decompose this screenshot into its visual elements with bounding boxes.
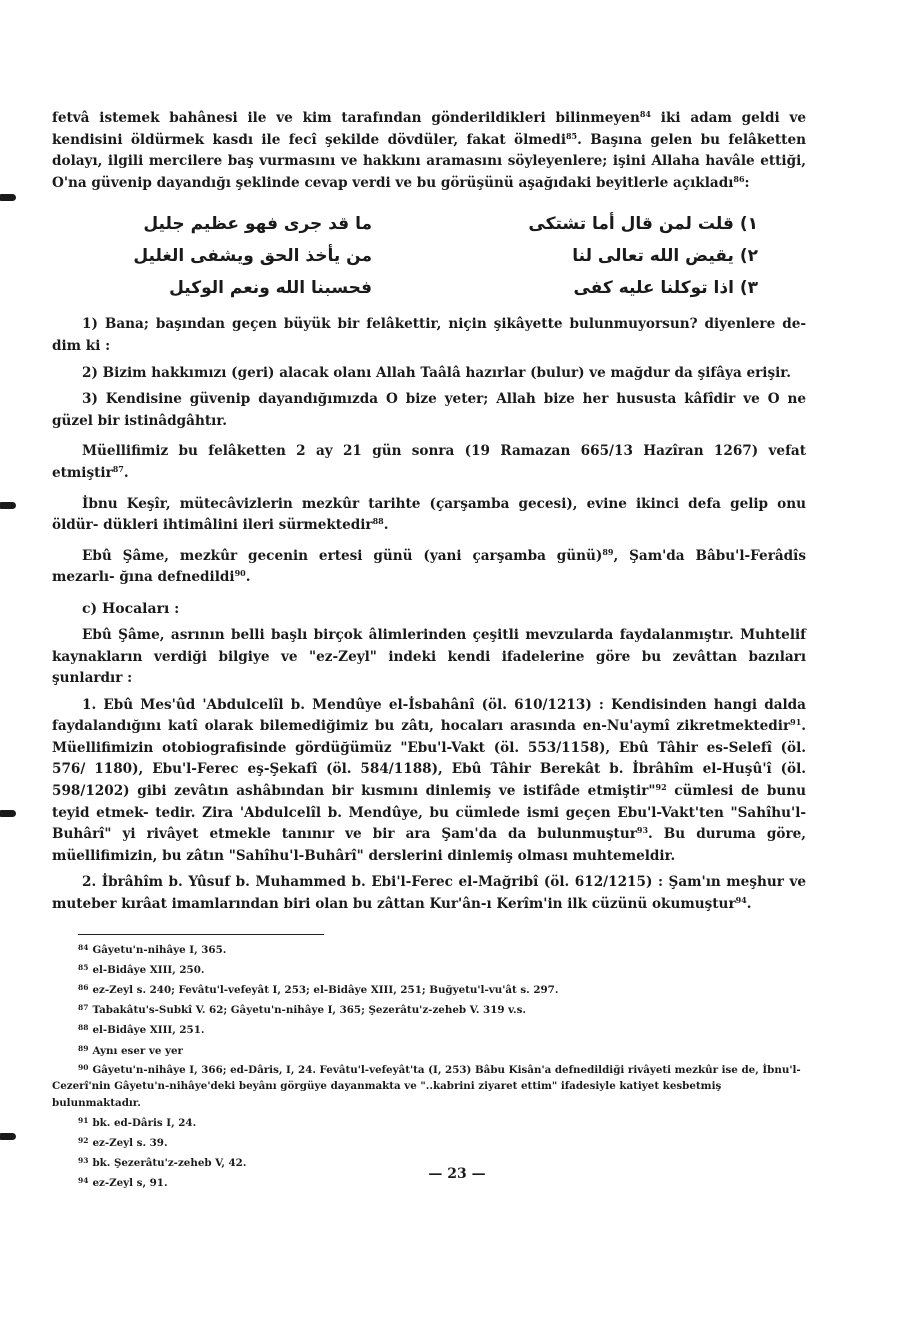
footnote-ref: 89 bbox=[602, 546, 614, 557]
poem-line: ٢) يقيض الله تعالى لنا bbox=[572, 246, 758, 267]
translation-2: 2) Bizim hakkımızı (geri) alacak olanı Allah Taâlâ hazırlar (bulur) ve mağdur da şifâya erişir. bbox=[82, 364, 791, 381]
footnote-ref: 85 bbox=[565, 130, 578, 141]
margin-mark bbox=[0, 502, 16, 509]
footnote bbox=[52, 959, 806, 979]
footnote-ref: 84 bbox=[639, 109, 651, 119]
text: . Bu duruma göre, müellifimizin, bu zâtın "Sahîhu'l-Buhârî" derslerini dinlemiş olması muhtemeldir. bbox=[52, 826, 806, 864]
footnote-number: 91 bbox=[78, 1115, 89, 1125]
footnote-number: 86 bbox=[78, 983, 89, 993]
footnote-text: el-Bidâye XIII, 250. bbox=[92, 963, 205, 976]
poem-second-hemistichs bbox=[133, 208, 372, 304]
text: İbnu Keşîr, mütecâvizlerin mezkûr tarihte (çarşamba gecesi), evine ikinci defa gelip onu öldür- dükleri ihtimâlini ileri sürmektedir bbox=[52, 495, 806, 534]
text: Müellifimiz bu felâketten 2 ay 21 gün sonra (19 Ramazan 665/13 Hazîran 1267) vefat etmiştir bbox=[52, 443, 806, 481]
text: iki adam geldi ve kendisini öldürmek kasdı ile fecî şekilde dövdüler, fakat ölmedi bbox=[52, 110, 806, 148]
footnote-text: Gâyetu'n-nihâye I, 365. bbox=[92, 943, 227, 956]
paragraph-intro bbox=[52, 108, 806, 194]
text: cümlesi de bunu teyid etmek- tedir. Zira 'Abdulcelîl b. Mendûye, bu cümlede ismi geçen Ebu'l-Vakt'ten "Sahîhu'l-Buhârî" yi rivâyet etmekle tanınır ve bir ara Şam'da da bulunmuştur bbox=[52, 783, 806, 843]
footnote-ref: 93 bbox=[636, 825, 649, 836]
footnote-number: 92 bbox=[78, 1135, 89, 1145]
footnote-text: Gâyetu'n-nihâye I, 366; ed-Dâris, I, 24. Fevâtu'l-vefeyât'ta (I, 253) Bâbu Kisân'a defnedildiği rivâyeti mezkûr ise de, İbnu'l-Cezerî'nin Gâyetu'n-nihâye'deki beyânı görgüye dayanmakta ve "..kabrini ziyaret ettim" ifadesiyle katiyet kesbetmiş bulunmaktadır. bbox=[52, 1063, 801, 1110]
footnote bbox=[52, 1132, 806, 1152]
footnote-text: bk. ed-Dâris I, 24. bbox=[92, 1116, 197, 1129]
poem-first-hemistichs bbox=[528, 208, 758, 304]
paragraph-ibn-kesir: İbnu Keşîr, mütecâvizlerin mezkûr tarihte (çarşamba gecesi), evine ikinci defa gelip onu öldür- dükleri ihtimâlini ileri sürmektedir$^{88}$. bbox=[52, 495, 806, 534]
footnote-number: 88 bbox=[78, 1023, 89, 1033]
footnote-text: el-Bidâye XIII, 251. bbox=[92, 1024, 205, 1037]
footnote-text: Tabakâtu's-Subkî V. 62; Gâyetu'n-nihâye I, 365; Şezerâtu'z-zeheb V. 319 v.s. bbox=[92, 1004, 527, 1017]
footnote-text: bk. Şezerâtu'z-zeheb V, 42. bbox=[92, 1157, 247, 1170]
footnote-text: ez-Zeyl s. 39. bbox=[92, 1136, 168, 1149]
text: fetvâ istemek bahânesi ile ve kim tarafından gönderildikleri bilinmeyen bbox=[52, 110, 640, 126]
footnote-ref: 88 bbox=[372, 516, 384, 527]
translation-3: 3) Kendisine güvenip dayandığımızda O bize yeter; Allah bize her hususta kâfîdir ve O ne güzel bir istinâdgâhtır. bbox=[52, 391, 806, 429]
arabic-poem bbox=[52, 208, 806, 306]
footnote-text: ez-Zeyl s, 91. bbox=[92, 1177, 168, 1190]
footnote-number: 94 bbox=[78, 1176, 89, 1186]
footnote-number: 85 bbox=[78, 962, 89, 972]
text: . Müellifimizin otobiografisinde gördüğümüz "Ebu'l-Vakt (öl. 553/1158), Ebû Tâhir es-Selefî (öl. 576/ 1180), Ebu'l-Ferec eş-Şekafî (öl. 584/1188), Ebû Tâhir Berekât b. İbrâhîm el-Huşû'î (öl. 598/1202) gibi zevâtın ashâbından bir kısmını dinlemiş ve istifâde etmiştir" bbox=[52, 718, 806, 800]
text: Şam'ın meşhur ve muteber kırâat imamlarından biri olan bu zâttan Kur'ân-ı Kerîm'in ilk cüzünü okumuştur bbox=[52, 874, 806, 913]
translation-1: 1) Bana; başından geçen büyük bir felâkettir, niçin şikâyette bulunmuyorsun? diyenlere de- dim ki : bbox=[52, 316, 806, 354]
poem-line: ١) قلت لمن قال أما تشتكى bbox=[528, 214, 758, 235]
text: Kendisinden hangi dalda faydalandığını katî olarak bilemediğimiz bu zâtı, hocaları arasında en-Nu'aymî zikretmektedir bbox=[52, 696, 806, 735]
footnote-number: 84 bbox=[78, 942, 89, 952]
page-body bbox=[52, 108, 806, 1192]
footnotes bbox=[52, 939, 806, 1193]
footnote bbox=[52, 1060, 806, 1112]
section-heading: c) Hocaları : bbox=[82, 600, 180, 617]
footnote bbox=[52, 999, 806, 1019]
footnote bbox=[52, 939, 806, 959]
paragraph-burial: Ebû Şâme, mezkûr gecenin ertesi günü (yani çarşamba günü)$^{89}$, Şam'da Bâbu'l-Ferâdîs mezarlı- ğına defnedildi$^{90}$. bbox=[52, 546, 806, 586]
footnote-ref: 86 bbox=[733, 173, 745, 184]
paragraph-teacher-2: 2. İbrâhîm b. Yûsuf b. Muhammed b. Ebi'l-Ferec el-Mağribî (öl. 612/1215) : Şam'ın meşhur ve muteber kırâat imamlarından biri olan bu zâttan Kur'ân-ı Kerîm'in ilk cüzünü okumuştur$^{94}$. bbox=[52, 874, 806, 913]
footnote-number: 93 bbox=[78, 1156, 89, 1166]
footnote-ref: 91 bbox=[790, 717, 802, 728]
footnote bbox=[52, 1112, 806, 1132]
footnote bbox=[52, 979, 806, 999]
footnote-ref: 87 bbox=[112, 463, 124, 474]
page-number: — 23 — bbox=[428, 1166, 486, 1182]
footnote-divider bbox=[78, 934, 324, 935]
footnote-ref: 90 bbox=[234, 568, 246, 579]
margin-mark bbox=[0, 194, 16, 201]
footnote-text: Aynı eser ve yer bbox=[92, 1044, 183, 1057]
footnote bbox=[52, 1040, 806, 1060]
poem-line: ٣) اذا توكلنا عليه كفى bbox=[573, 278, 758, 299]
footnote-number: 90 bbox=[78, 1062, 89, 1072]
footnote-text: ez-Zeyl s. 240; Fevâtu'l-vefeyât I, 253; el-Bidâye XIII, 251; Buğyetu'l-vu'ât s. 297. bbox=[92, 984, 559, 997]
text: . Başına gelen bu felâketten dolayı, ilgili mercilere baş vurmasını ve hakkını aramasını söyleyenlere; işini Allaha havâle ettiği, O'na güvenip dayandığı şeklinde cevap verdi ve bu görüşünü aşağıdaki beyitlerle açıkladı bbox=[52, 131, 806, 191]
margin-mark bbox=[0, 1133, 16, 1140]
text: : bbox=[744, 174, 750, 191]
margin-mark bbox=[0, 810, 16, 817]
paragraph-teacher-1 bbox=[52, 695, 806, 868]
poem-line: ما قد جرى فهو عظيم جليل bbox=[143, 214, 372, 235]
text: Ebû Şâme, mezkûr gecenin ertesi günü (yani çarşamba günü) bbox=[82, 547, 603, 564]
teacher-name: 2. İbrâhîm b. Yûsuf b. Muhammed b. Ebi'l-Ferec el-Mağribî (öl. 612/1215) : bbox=[82, 874, 663, 891]
paragraph-death: Müellifimiz bu felâketten 2 ay 21 gün sonra (19 Ramazan 665/13 Hazîran 1267) vefat etmiştir$^{87}$. bbox=[52, 443, 806, 481]
footnote bbox=[52, 1019, 806, 1039]
text: , Şam'da Bâbu'l-Ferâdîs mezarlı- ğına defnedildi bbox=[52, 547, 806, 586]
footnote-ref: 92 bbox=[655, 782, 667, 793]
paragraph-teachers: Ebû Şâme, asrının belli başlı birçok âlimlerinden çeşitli mevzularda faydalanmıştır. Muhtelif kaynakların verdiği bilgiye ve "ez-Zeyl" indeki kendi ifadelerine göre bu zevâttan bazıları şunlardır : bbox=[52, 626, 806, 687]
footnote-number: 89 bbox=[78, 1043, 89, 1053]
teacher-name: 1. Ebû Mes'ûd 'Abdulcelîl b. Mendûye el-İsbahânî (öl. 610/1213) : bbox=[82, 696, 604, 713]
footnote-ref: 94 bbox=[735, 895, 747, 906]
poem-line: من يأخذ الحق ويشفى الغليل bbox=[133, 246, 372, 267]
poem-line: فحسبنا الله ونعم الوكيل bbox=[169, 278, 372, 299]
footnote-number: 87 bbox=[78, 1003, 89, 1013]
